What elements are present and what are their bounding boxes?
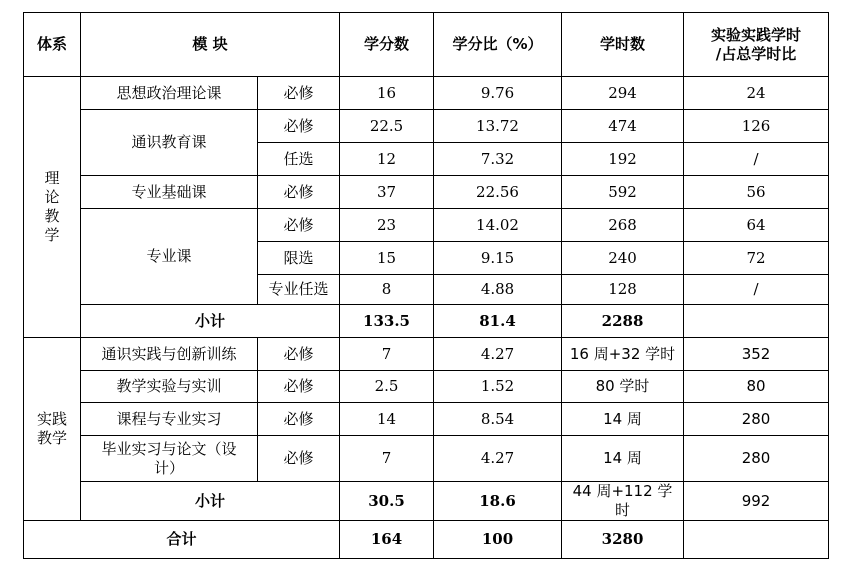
theory-label-char: 论 <box>44 188 60 206</box>
practice-cell: 280 <box>684 436 829 482</box>
course-type-cell: 必修 <box>258 176 340 209</box>
hours-cell: 16 周+32 学时 <box>562 338 684 371</box>
ratio-cell: 7.32 <box>434 143 562 176</box>
course-type-cell: 专业任选 <box>258 275 340 305</box>
ratio-cell: 100 <box>434 521 562 559</box>
module-cell: 通识实践与创新训练 <box>81 338 258 371</box>
credits-cell: 30.5 <box>340 482 434 521</box>
header-row <box>24 13 829 77</box>
credits-cell: 7 <box>340 338 434 371</box>
header-practice-hours-line1: 实验实践学时 <box>711 25 802 44</box>
practice-cell: 280 <box>684 403 829 436</box>
course-type-cell: 必修 <box>258 403 340 436</box>
ratio-cell: 4.27 <box>434 436 562 482</box>
table-row <box>24 209 829 242</box>
course-type-cell: 必修 <box>258 436 340 482</box>
hours-cell: 44 周+112 学时 <box>562 482 684 521</box>
practice-label-line2: 教学 <box>36 429 67 447</box>
ratio-cell: 18.6 <box>434 482 562 521</box>
practice-cell: / <box>684 143 829 176</box>
table-row <box>24 77 829 110</box>
table-row <box>24 403 829 436</box>
subtotal-row <box>24 305 829 338</box>
module-cell: 专业课 <box>81 209 258 305</box>
subtotal-label: 小计 <box>81 482 340 521</box>
header-credits: 学分数 <box>340 13 434 77</box>
hours-cell: 474 <box>562 110 684 143</box>
course-type-cell: 必修 <box>258 338 340 371</box>
credits-cell: 22.5 <box>340 110 434 143</box>
practice-cell: 80 <box>684 371 829 403</box>
practice-label-line1: 实践 <box>36 410 67 428</box>
practice-cell: 64 <box>684 209 829 242</box>
subtotal-label: 小计 <box>81 305 340 338</box>
subtotal-row <box>24 482 829 521</box>
credits-cell: 15 <box>340 242 434 275</box>
header-credit-ratio: 学分比（%） <box>434 13 562 77</box>
table-row <box>24 110 829 143</box>
credits-cell: 16 <box>340 77 434 110</box>
ratio-cell: 13.72 <box>434 110 562 143</box>
credits-cell: 14 <box>340 403 434 436</box>
theory-label-char: 教 <box>44 207 60 225</box>
header-practice-hours-line2: /占总学时比 <box>715 44 797 63</box>
table-row <box>24 338 829 371</box>
module-cell <box>81 436 258 482</box>
theory-teaching-label <box>24 77 81 338</box>
ratio-cell: 4.27 <box>434 338 562 371</box>
practice-cell <box>684 305 829 338</box>
hours-cell: 14 周 <box>562 436 684 482</box>
total-row <box>24 521 829 559</box>
module-cell: 课程与专业实习 <box>81 403 258 436</box>
credits-cell: 133.5 <box>340 305 434 338</box>
credits-cell: 8 <box>340 275 434 305</box>
hours-cell: 128 <box>562 275 684 305</box>
hours-cell: 294 <box>562 77 684 110</box>
ratio-cell: 1.52 <box>434 371 562 403</box>
total-label: 合计 <box>24 521 340 559</box>
table-row <box>24 436 829 482</box>
module-cell: 通识教育课 <box>81 110 258 176</box>
practice-cell: 56 <box>684 176 829 209</box>
hours-cell: 192 <box>562 143 684 176</box>
course-type-cell: 必修 <box>258 77 340 110</box>
header-hours: 学时数 <box>562 13 684 77</box>
course-type-cell: 限选 <box>258 242 340 275</box>
theory-label-char: 学 <box>44 226 60 244</box>
credits-cell: 37 <box>340 176 434 209</box>
header-practice-hours <box>684 13 829 77</box>
hours-cell: 592 <box>562 176 684 209</box>
credits-cell: 2.5 <box>340 371 434 403</box>
hours-cell: 14 周 <box>562 403 684 436</box>
header-system: 体系 <box>24 13 81 77</box>
course-type-cell: 必修 <box>258 209 340 242</box>
module-line2: 计） <box>153 458 184 477</box>
practice-cell: 352 <box>684 338 829 371</box>
credit-hours-table <box>23 12 829 559</box>
ratio-cell: 9.76 <box>434 77 562 110</box>
course-type-cell: 必修 <box>258 371 340 403</box>
practice-cell: 24 <box>684 77 829 110</box>
hours-cell: 268 <box>562 209 684 242</box>
practice-cell: 126 <box>684 110 829 143</box>
hours-cell: 80 学时 <box>562 371 684 403</box>
ratio-cell: 8.54 <box>434 403 562 436</box>
hours-cell: 240 <box>562 242 684 275</box>
module-cell: 专业基础课 <box>81 176 258 209</box>
ratio-cell: 14.02 <box>434 209 562 242</box>
practice-teaching-label <box>24 338 81 521</box>
module-cell: 教学实验与实训 <box>81 371 258 403</box>
practice-cell: 992 <box>684 482 829 521</box>
practice-cell: / <box>684 275 829 305</box>
credits-cell: 12 <box>340 143 434 176</box>
theory-label-char: 理 <box>44 169 60 187</box>
credits-cell: 23 <box>340 209 434 242</box>
table-row <box>24 371 829 403</box>
ratio-cell: 9.15 <box>434 242 562 275</box>
hours-cell: 2288 <box>562 305 684 338</box>
ratio-cell: 4.88 <box>434 275 562 305</box>
practice-cell <box>684 521 829 559</box>
credits-cell: 7 <box>340 436 434 482</box>
practice-cell: 72 <box>684 242 829 275</box>
header-module: 模 块 <box>81 13 340 77</box>
module-line1: 毕业实习与论文（设 <box>101 439 237 458</box>
course-type-cell: 必修 <box>258 110 340 143</box>
module-cell: 思想政治理论课 <box>81 77 258 110</box>
table-row <box>24 176 829 209</box>
credits-cell: 164 <box>340 521 434 559</box>
course-type-cell: 任选 <box>258 143 340 176</box>
ratio-cell: 22.56 <box>434 176 562 209</box>
ratio-cell: 81.4 <box>434 305 562 338</box>
hours-cell: 3280 <box>562 521 684 559</box>
